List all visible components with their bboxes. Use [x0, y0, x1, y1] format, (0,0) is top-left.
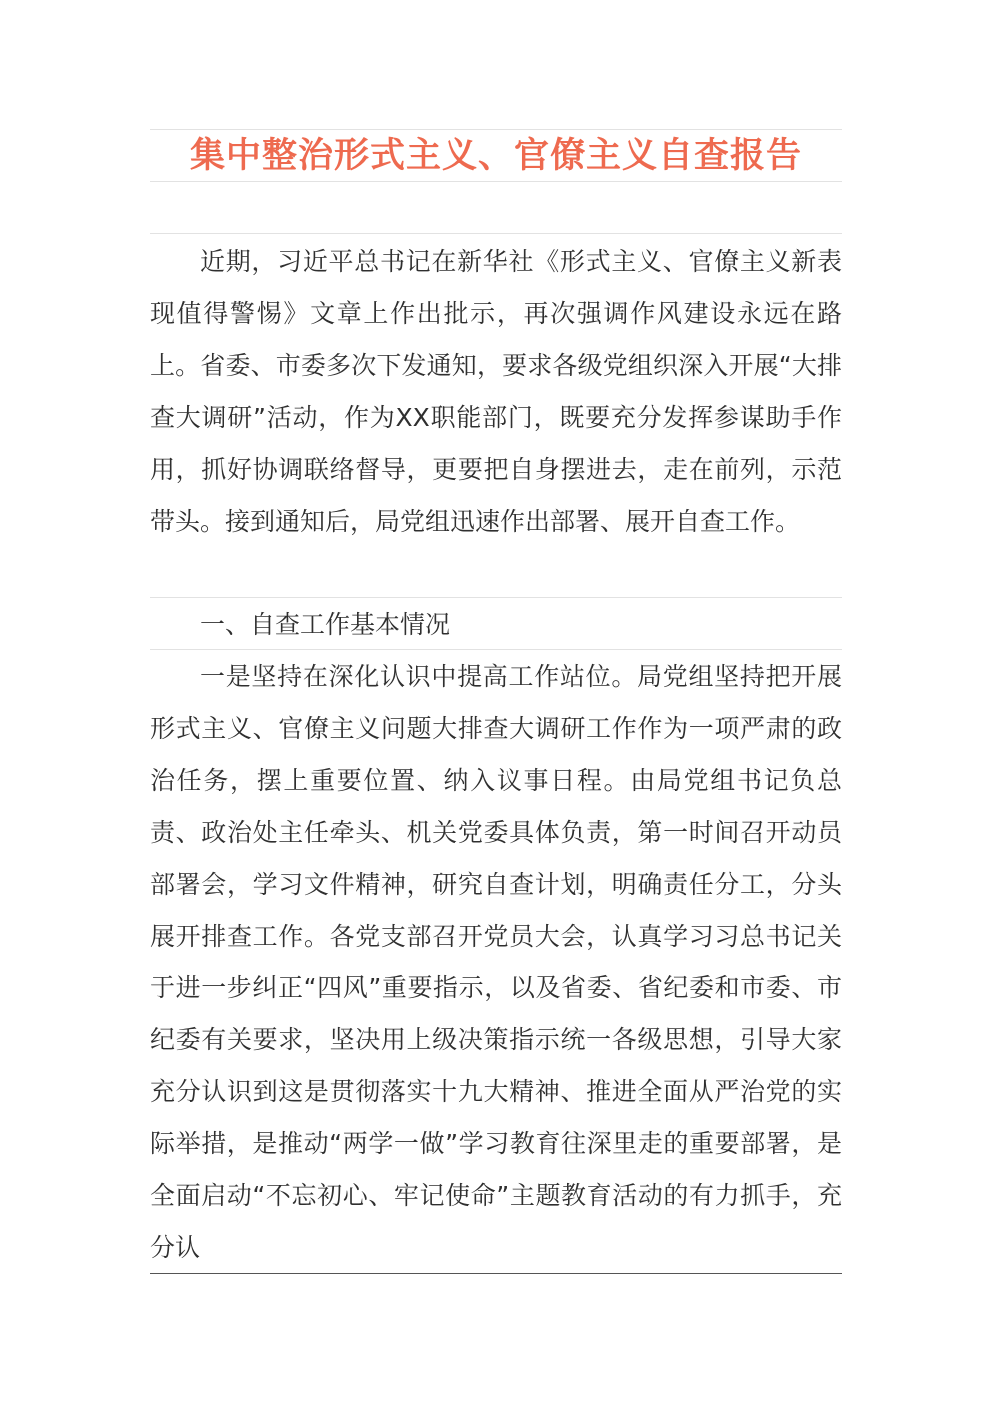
- document-title: 集中整治形式主义、官僚主义自查报告: [189, 136, 802, 176]
- title-bottom-rule: [150, 181, 842, 182]
- section-heading: 一、自查工作基本情况: [200, 610, 451, 639]
- page-bottom-rule: [150, 1273, 842, 1274]
- intro-paragraph: 近期，习近平总书记在新华社《形式主义、官僚主义新表现值得警惕》文章上作出批示，再次强调作风建设永远在路上。省委、市委多次下发通知，要求各级党组织深入开展“大排查大调研”活动，作为XX职能部门，既要充分发挥参谋助手作用，抓好协调联络督导，更要把自身摆进去，走在前列，示范带头。接到通知后，局党组迅速作出部署、展开自查工作。: [150, 247, 842, 536]
- item-1-paragraph: 一是坚持在深化认识中提高工作站位。局党组坚持把开展形式主义、官僚主义问题大排查大调研工作作为一项严肃的政治任务，摆上重要位置、纳入议事日程。由局党组书记负总责、政治处主任牵头、机关党委具体负责，第一时间召开动员部署会，学习文件精神，研究自查计划，明确责任分工，分头展开排查工作。各党支部召开党员大会，认真学习习总书记关于进一步纠正“四风”重要指示，以及省委、省纪委和市委、市纪委有关要求，坚决用上级决策指示统一各级思想，引导大家充分认识到这是贯彻落实十九大精神、推进全面从严治党的实际举措，是推动“两学一做”学习教育往深里走的重要部署，是全面启动“不忘初心、牢记使命”主题教育活动的有力抓手，充分认: [150, 662, 842, 1262]
- section-bottom-rule: [150, 649, 842, 650]
- intro-top-rule: [150, 233, 842, 234]
- section-top-rule: [150, 597, 842, 598]
